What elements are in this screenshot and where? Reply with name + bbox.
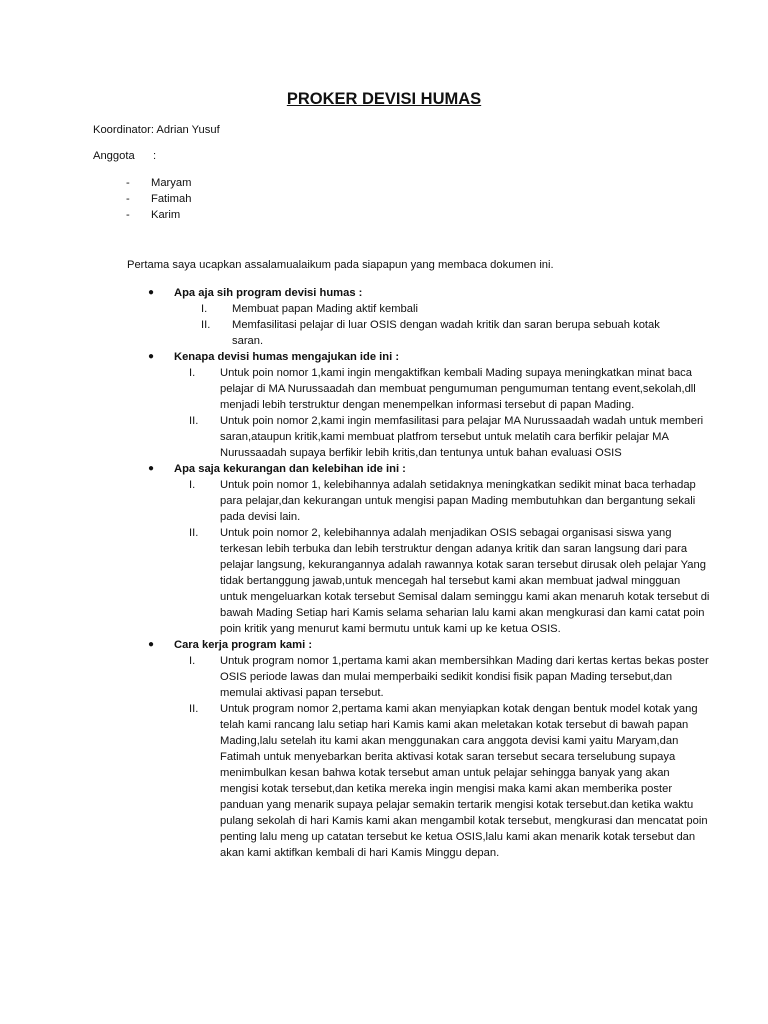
list-item: [0, 301, 768, 317]
list-item-text: Untuk poin nomor 1, kelebihannya adalah setidaknya meningkatkan sedikit minat baca terhadap para pelajar,dan kekurangan untuk mengisi papan Mading membutuhkan dan bergantung sekali pada devisi lain.: [220, 479, 696, 523]
list-item-text: Untuk poin nomor 2,kami ingin memfasilitasi para pelajar MA Nurussaadah wadah untuk memberi saran,ataupun kritik,kami membuat platfrom tersebut untuk melatih cara berfikir pelajar MA Nurussaadah supaya berfikir lebih kritis,dan tentunya untuk bahan evaluasi OSIS: [220, 415, 704, 459]
member-item: [126, 191, 326, 207]
section-heading: [0, 349, 768, 365]
section-pros-cons: [0, 461, 768, 637]
roman-numeral: I.: [189, 367, 196, 379]
list-item: [0, 365, 768, 413]
members-colon: :: [153, 150, 157, 162]
sections-list: [0, 285, 768, 861]
list-item: [0, 477, 768, 525]
list-item-text: Untuk program nomor 1,pertama kami akan membersihkan Mading dari kertas kertas bekas poster OSIS periode lawas dan mulai memperbaiki sedikit kondisi fisik papan Mading tersebut,dan memulai aktivasi papan tersebut.: [220, 655, 709, 699]
roman-numeral: I.: [189, 655, 196, 667]
section-heading: [0, 637, 768, 653]
section-heading-text: Cara kerja program kami :: [174, 639, 313, 651]
roman-numeral: I.: [189, 479, 196, 491]
list-item-text: Membuat papan Mading aktif kembali: [232, 303, 418, 315]
list-item-text: Untuk poin nomor 1,kami ingin mengaktifkan kembali Mading supaya meningkatkan minat baca pelajar di MA Nurussaadah dan membuat pengumuman pengumuman tentang event,sekolah,dll menjadi lebih terstruktur dengan menempelkan informasi tersebut di papan Mading.: [220, 367, 696, 411]
list-item: [0, 653, 768, 701]
intro-paragraph: Pertama saya ucapkan assalamualaikum pada siapapun yang membaca dokumen ini.: [127, 259, 554, 271]
section-heading-text: Apa aja sih program devisi humas :: [174, 287, 363, 299]
section-heading-text: Kenapa devisi humas mengajukan ide ini :: [174, 351, 400, 363]
member-item: [126, 175, 326, 191]
member-name: Karim: [151, 209, 181, 221]
list-item-text: Memfasilitasi pelajar di luar OSIS dengan wadah kritik dan saran berupa sebuah kotak saran.: [232, 319, 660, 347]
list-item: [0, 701, 768, 861]
list-item: [0, 525, 768, 637]
roman-numeral: I.: [201, 303, 208, 315]
section-program: [0, 285, 768, 349]
section-heading-text: Apa saja kekurangan dan kelebihan ide ini :: [174, 463, 406, 475]
section-heading: [0, 461, 768, 477]
roman-numeral: II.: [189, 527, 199, 539]
member-name: Fatimah: [151, 193, 192, 205]
member-name: Maryam: [151, 177, 192, 189]
member-dash: -: [126, 193, 130, 205]
coordinator-line: Koordinator: Adrian Yusuf: [93, 124, 220, 136]
bullet-icon: ●: [148, 287, 155, 298]
list-item-text: Untuk poin nomor 2, kelebihannya adalah menjadikan OSIS sebagai organisasi siswa yang terkesan lebih terbuka dan lebih terstruktur dengan adanya kritik dan saran langsung dari para pelajar langsung, kekurangannya adalah rawannya kotak saran tersebut dirusak oleh pelajar Yang tidak bertanggung jawab,untuk mencegah hal tersebut kami akan membuat jadwal mingguan untuk mengeluarkan kotak tersebut Semisal dalam seminggu kami akan menaruh kotak tersebut di bawah Mading Setiap hari Kamis selama seharian lalu kami akan mengkurasi dan kami catat poin poin kritik yang menurut kami bermutu untuk kami up ke ketua OSIS.: [220, 527, 710, 635]
members-list: [126, 175, 326, 223]
roman-numeral: II.: [201, 319, 211, 331]
bullet-icon: ●: [148, 463, 155, 474]
section-workflow: [0, 637, 768, 861]
section-reason: [0, 349, 768, 461]
list-item-text: Untuk program nomor 2,pertama kami akan menyiapkan kotak dengan bentuk model kotak yang telah kami rancang lalu setiap hari Kamis kami akan meletakan kotak tersebut di bawah papan Mading,lalu setelah itu kami akan menggunakan cara anggota devisi kami yaitu Maryam,dan Fatimah untuk menyebarkan berita aktivasi kotak saran tersebut secara terselubung supaya menimbulkan kesan bahwa kotak tersebut aman untuk pelajar sehingga banyak yang akan mengisi kotak tersebut,dan ketika mereka ingin mengisi maka kami akan memberika poster panduan yang menarik supaya pelajar semakin tertarik mengisi kotak tersebut.dan ketika waktu pulang sekolah di hari Kamis kami akan mengambil kotak tersebut, mengkurasi dan mencatat poin penting lalu meng up catatan tersebut ke ketua OSIS,lalu kami akan menarik kotak tersebut dan akan kami aktifkan kembali di hari Kamis Minggu depan.: [220, 703, 708, 859]
roman-numeral: II.: [189, 703, 199, 715]
members-label: Anggota: [93, 150, 135, 162]
bullet-icon: ●: [148, 351, 155, 362]
member-dash: -: [126, 177, 130, 189]
member-dash: -: [126, 209, 130, 221]
section-heading: [0, 285, 768, 301]
list-item: [0, 317, 768, 349]
document-title: PROKER DEVISI HUMAS: [286, 90, 482, 108]
bullet-icon: ●: [148, 639, 155, 650]
roman-numeral: II.: [189, 415, 199, 427]
list-item: [0, 413, 768, 461]
members-label-line: [93, 150, 157, 162]
member-item: [126, 207, 326, 223]
